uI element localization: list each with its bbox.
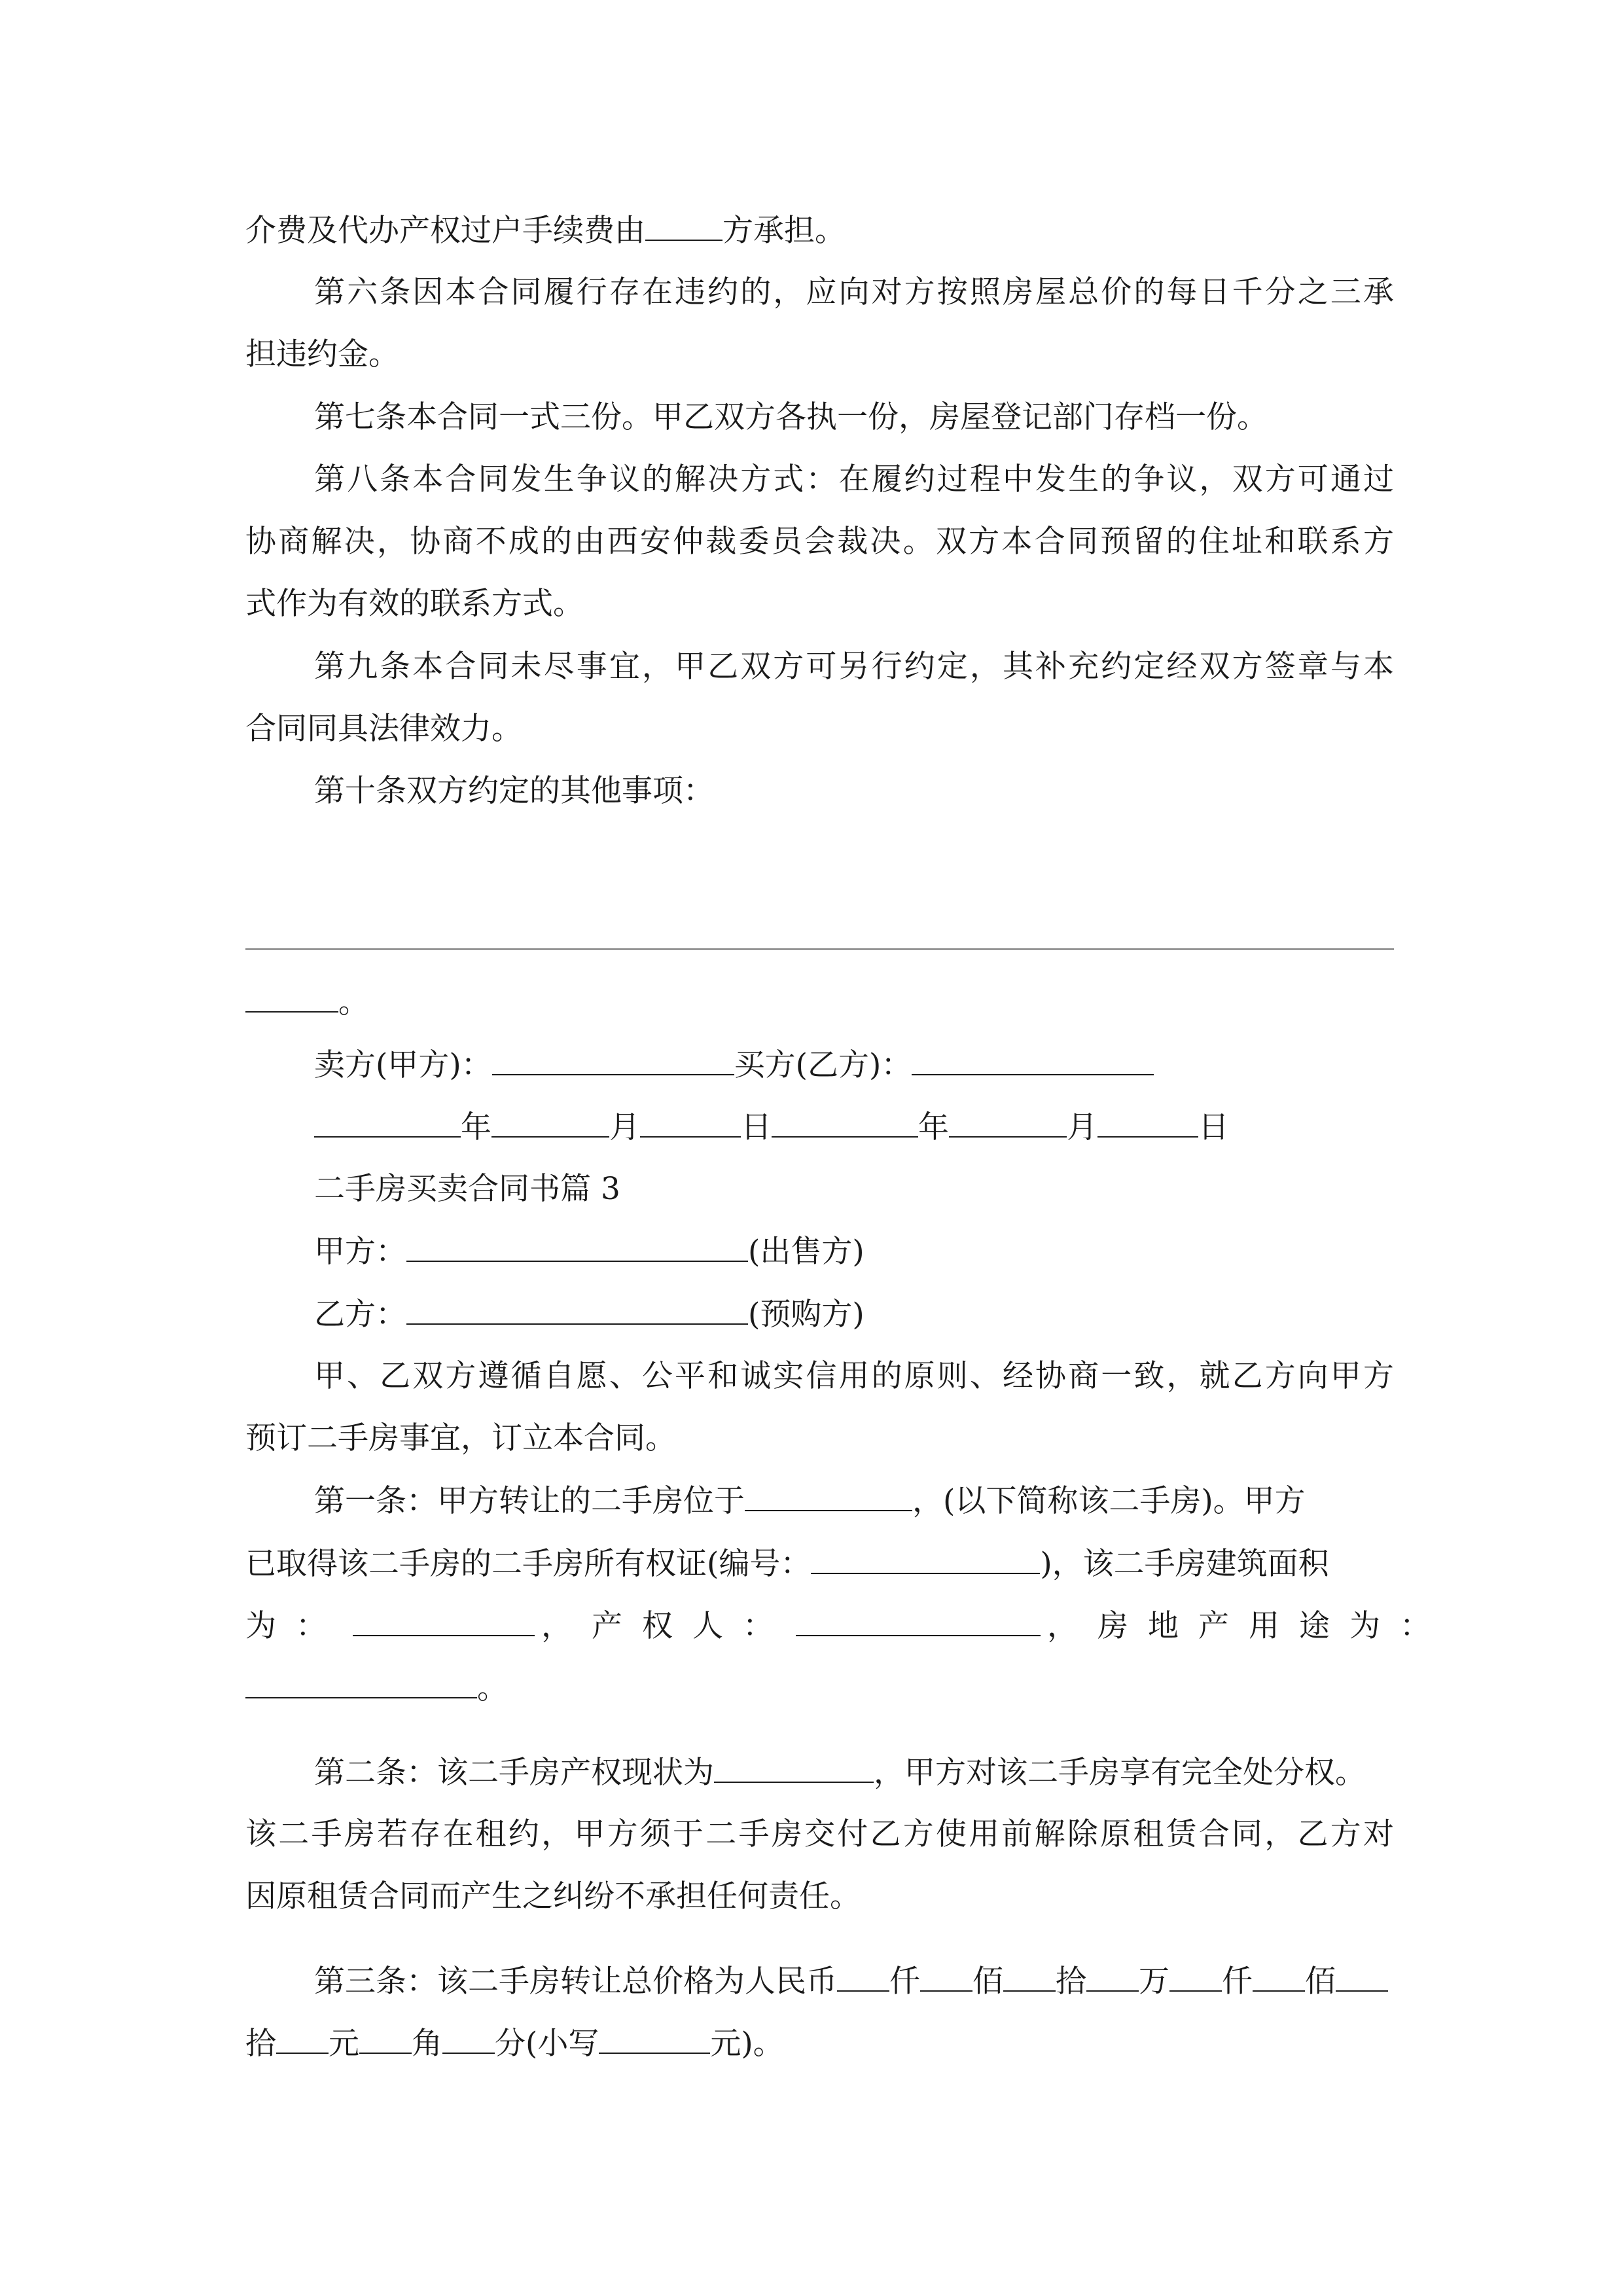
article-6-line-2: 担违约金。 bbox=[245, 336, 399, 372]
party-b-line bbox=[314, 1295, 1394, 1335]
unit-jiao: 角 bbox=[412, 2026, 442, 2062]
unit-bai: 佰 bbox=[972, 1964, 1003, 2000]
price-blank[interactable] bbox=[1003, 1962, 1056, 1992]
unit-wan: 万 bbox=[1139, 1964, 1169, 2000]
house-location-blank[interactable] bbox=[745, 1481, 912, 1511]
article-6-line-1: 第六条因本合同履行存在违约的，应向对方按照房屋总价的每日千分之三承 bbox=[314, 274, 1394, 310]
price-blank[interactable] bbox=[1169, 1962, 1222, 1992]
clause-1-text-4: )，该二手房建筑面积 bbox=[1040, 1546, 1329, 1582]
clause-1-line-2 bbox=[245, 1544, 1394, 1584]
seller-signature-blank[interactable] bbox=[492, 1045, 734, 1075]
buyer-label: 买方(乙方)： bbox=[734, 1047, 912, 1083]
buyer-year-blank[interactable] bbox=[772, 1107, 918, 1138]
article-8-line-3: 式作为有效的联系方式。 bbox=[245, 586, 584, 622]
price-blank[interactable] bbox=[920, 1962, 972, 1992]
clause-2-text-2: ，甲方对该二手房享有完全处分权。 bbox=[874, 1755, 1366, 1791]
party-a-line bbox=[314, 1232, 1394, 1272]
clause-2-text: 第二条：该二手房产权现状为 bbox=[314, 1755, 714, 1791]
price-blank[interactable] bbox=[1086, 1962, 1139, 1992]
unit-fen: 分 bbox=[495, 2026, 526, 2062]
day-label: 日 bbox=[1198, 1109, 1229, 1145]
year-label: 年 bbox=[918, 1109, 949, 1145]
month-label: 月 bbox=[609, 1109, 640, 1145]
other-matters-blank[interactable] bbox=[245, 982, 338, 1013]
price-blank[interactable] bbox=[1253, 1962, 1305, 1992]
clause-2-line-3: 因原租赁合同而产生之纠纷不承担任何责任。 bbox=[245, 1878, 861, 1914]
fee-clause-line bbox=[245, 211, 1394, 251]
party-a-role: (出售方) bbox=[748, 1234, 865, 1270]
clause-2-line-2: 该二手房若存在租约，甲方须于二手房交付乙方使用前解除原租赁合同，乙方对 bbox=[245, 1816, 1394, 1852]
fee-clause-end: 方承担。 bbox=[722, 213, 846, 249]
period: 。 bbox=[338, 984, 369, 1020]
unit-shi: 拾 bbox=[1056, 1964, 1086, 2000]
buyer-month-blank[interactable] bbox=[949, 1107, 1067, 1138]
article-8-line-2: 协商解决，协商不成的由西安仲裁委员会裁决。双方本合同预留的住址和联系方 bbox=[245, 524, 1394, 560]
owner-blank[interactable] bbox=[796, 1606, 1041, 1636]
unit-qian: 仟 bbox=[889, 1964, 920, 2000]
clause-1-text-3: 已取得该二手房的二手房所有权证(编号： bbox=[245, 1546, 812, 1582]
buyer-day-blank[interactable] bbox=[1097, 1107, 1198, 1138]
other-matters-end-line bbox=[245, 982, 1394, 1022]
price-blank[interactable] bbox=[1336, 1962, 1388, 1992]
fee-party-blank[interactable] bbox=[645, 211, 722, 241]
clause-1-line-4 bbox=[245, 1668, 1394, 1708]
clause-1-text-2: ，(以下简称该二手房)。甲方 bbox=[912, 1483, 1306, 1519]
party-a-label: 甲方： bbox=[314, 1234, 406, 1270]
day-label: 日 bbox=[741, 1109, 772, 1145]
party-b-blank[interactable] bbox=[406, 1295, 748, 1325]
clause-1-line-3 bbox=[245, 1606, 1450, 1646]
period: 。 bbox=[477, 1670, 508, 1706]
year-label: 年 bbox=[461, 1109, 491, 1145]
clause-3-line-2 bbox=[245, 2024, 1394, 2064]
unit-qian: 仟 bbox=[1222, 1964, 1253, 2000]
article-8-line-1: 第八条本合同发生争议的解决方式：在履约过程中发生的争议，双方可通过 bbox=[314, 461, 1394, 497]
use-label: ，房地产用途为： bbox=[1047, 1608, 1450, 1644]
other-matters-blank-line[interactable] bbox=[245, 948, 1394, 950]
price-blank[interactable] bbox=[442, 2024, 495, 2054]
clause-1-line-1 bbox=[314, 1481, 1394, 1521]
seller-month-blank[interactable] bbox=[491, 1107, 609, 1138]
clause-1-text: 第一条：甲方转让的二手房位于 bbox=[314, 1483, 745, 1519]
article-9-line-2: 合同同具法律效力。 bbox=[245, 711, 522, 747]
seller-year-blank[interactable] bbox=[314, 1107, 461, 1138]
price-blank[interactable] bbox=[359, 2024, 412, 2054]
party-b-label: 乙方： bbox=[314, 1297, 406, 1333]
area-label: 为： bbox=[245, 1608, 346, 1644]
article-10: 第十条双方约定的其他事项： bbox=[314, 773, 714, 809]
certificate-number-blank[interactable] bbox=[811, 1544, 1040, 1574]
month-label: 月 bbox=[1067, 1109, 1097, 1145]
area-blank[interactable] bbox=[353, 1606, 535, 1636]
lowercase-label: (小写 bbox=[526, 2026, 599, 2062]
signature-line bbox=[314, 1045, 1394, 1085]
lowercase-amount-blank[interactable] bbox=[599, 2024, 710, 2054]
owner-label: ，产权人： bbox=[541, 1608, 793, 1644]
price-blank[interactable] bbox=[276, 2024, 329, 2054]
intro-line-2: 预订二手房事宜，订立本合同。 bbox=[245, 1420, 676, 1456]
party-a-blank[interactable] bbox=[406, 1232, 748, 1262]
clause-2-line-1 bbox=[314, 1753, 1394, 1793]
buyer-signature-blank[interactable] bbox=[912, 1045, 1154, 1075]
unit-shi: 拾 bbox=[245, 2026, 276, 2062]
clause-3-text: 第三条：该二手房转让总价格为人民币 bbox=[314, 1964, 837, 2000]
section-title: 二手房买卖合同书篇 3 bbox=[314, 1171, 620, 1207]
lowercase-end: 元)。 bbox=[710, 2026, 784, 2062]
clause-3-line-1 bbox=[314, 1962, 1394, 2001]
price-blank[interactable] bbox=[837, 1962, 889, 1992]
use-blank[interactable] bbox=[245, 1668, 477, 1698]
party-b-role: (预购方) bbox=[748, 1297, 865, 1333]
article-9-line-1: 第九条本合同未尽事宜，甲乙双方可另行约定，其补充约定经双方签章与本 bbox=[314, 649, 1394, 685]
property-status-blank[interactable] bbox=[714, 1753, 874, 1783]
fee-clause-text: 介费及代办产权过户手续费由 bbox=[245, 213, 645, 249]
unit-yuan: 元 bbox=[329, 2026, 359, 2062]
article-7: 第七条本合同一式三份。甲乙双方各执一份，房屋登记部门存档一份。 bbox=[314, 399, 1268, 435]
unit-bai: 佰 bbox=[1305, 1964, 1336, 2000]
seller-day-blank[interactable] bbox=[640, 1107, 741, 1138]
date-line bbox=[314, 1107, 1394, 1147]
seller-label: 卖方(甲方)： bbox=[314, 1047, 492, 1083]
intro-line-1: 甲、乙双方遵循自愿、公平和诚实信用的原则、经协商一致，就乙方向甲方 bbox=[314, 1358, 1394, 1394]
